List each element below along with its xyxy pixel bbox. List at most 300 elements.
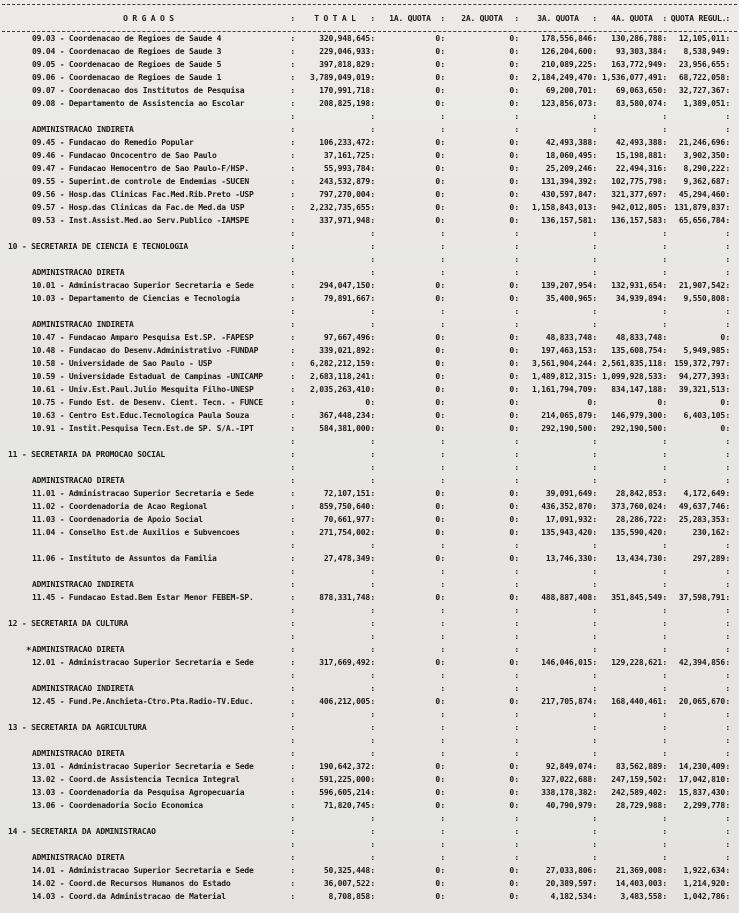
cell-total: 97,667,496 :: [295, 331, 375, 344]
cell-orgao: 13.03 - Coordenadoria da Pesquisa Agropecuaria :: [2, 786, 295, 799]
cell-1a-quota: 0 :: [375, 136, 445, 149]
table-row: [2, 318, 737, 331]
cell-1a-quota: [375, 474, 445, 487]
cell-quota-regul: [667, 305, 730, 318]
cell-2a-quota: [445, 565, 519, 578]
cell-3a-quota: 17,091,932 :: [519, 513, 597, 526]
cell-4a-quota: [597, 747, 667, 760]
table-row: [2, 682, 737, 695]
cell-quota-regul: 0 :: [667, 396, 730, 409]
cell-orgao: ADMINISTRACAO DIRETA :: [2, 747, 295, 760]
cell-3a-quota: [519, 318, 597, 331]
table-row: [2, 695, 737, 708]
cell-orgao: [2, 227, 295, 240]
cell-orgao: 13 - SECRETARIA DA AGRICULTURA :: [2, 721, 295, 734]
table-row: [2, 58, 737, 71]
cell-quota-regul: 68,722,058 :: [667, 71, 730, 84]
cell-orgao: ADMINISTRACAO INDIRETA :: [2, 123, 295, 136]
cell-1a-quota: 0 :: [375, 500, 445, 513]
cell-4a-quota: 28,842,853 :: [597, 487, 667, 500]
cell-total: 27,478,349 :: [295, 552, 375, 565]
cell-2a-quota: 0 :: [445, 383, 519, 396]
cell-4a-quota: 135,590,420 :: [597, 526, 667, 539]
cell-total: 3,789,049,019 :: [295, 71, 375, 84]
table-row: [2, 396, 737, 409]
table-row: [2, 487, 737, 500]
cell-orgao: 09.53 - Inst.Assist.Med.ao Serv.Publico -IAMSPE :: [2, 214, 295, 227]
cell-1a-quota: 0 :: [375, 513, 445, 526]
table-row: [2, 734, 737, 747]
cell-2a-quota: 0 :: [445, 162, 519, 175]
cell-orgao: [2, 604, 295, 617]
cell-quota-regul: 8,538,949 :: [667, 45, 730, 58]
cell-4a-quota: [597, 435, 667, 448]
cell-3a-quota: 131,394,392 :: [519, 175, 597, 188]
cell-orgao: ADMINISTRACAO INDIRETA :: [2, 578, 295, 591]
cell-orgao: 10.63 - Centro Est.Educ.Tecnologica Paula Souza :: [2, 409, 295, 422]
cell-total: 406,212,005 :: [295, 695, 375, 708]
cell-1a-quota: [375, 812, 445, 825]
cell-orgao: 11.04 - Conselho Est.de Auxilios e Subvencoes :: [2, 526, 295, 539]
cell-4a-quota: 2,561,835,118 :: [597, 357, 667, 370]
table-row: [2, 591, 737, 604]
cell-3a-quota: 1,158,843,013 :: [519, 201, 597, 214]
cell-total: 79,891,667 :: [295, 292, 375, 305]
cell-orgao: 09.05 - Coordenacao de Regioes de Saude 5 :: [2, 58, 295, 71]
cell-quota-regul: [667, 253, 730, 266]
cell-4a-quota: 28,729,988 :: [597, 799, 667, 812]
cell-2a-quota: 0 :: [445, 331, 519, 344]
cell-4a-quota: [597, 682, 667, 695]
cell-total: 0 :: [295, 396, 375, 409]
cell-3a-quota: [519, 721, 597, 734]
cell-1a-quota: 0 :: [375, 396, 445, 409]
cell-1a-quota: 0 :: [375, 370, 445, 383]
cell-1a-quota: 0 :: [375, 279, 445, 292]
cell-3a-quota: [519, 578, 597, 591]
cell-2a-quota: 0 :: [445, 409, 519, 422]
cell-total: [295, 630, 375, 643]
cell-1a-quota: [375, 851, 445, 864]
cell-total: [295, 851, 375, 864]
cell-4a-quota: 102,775,798 :: [597, 175, 667, 188]
cell-4a-quota: [597, 604, 667, 617]
cell-2a-quota: [445, 630, 519, 643]
cell-total: 243,532,879 :: [295, 175, 375, 188]
cell-orgao: 12.01 - Administracao Superior Secretaria e Sede :: [2, 656, 295, 669]
cell-4a-quota: [597, 643, 667, 656]
cell-4a-quota: 146,979,300 :: [597, 409, 667, 422]
cell-4a-quota: 168,440,461 :: [597, 695, 667, 708]
table-row: [2, 435, 737, 448]
cell-2a-quota: 0 :: [445, 149, 519, 162]
cell-orgao: 10.58 - Universidade de Sao Paulo - USP :: [2, 357, 295, 370]
cell-quota-regul: [667, 266, 730, 279]
cell-orgao: [2, 812, 295, 825]
table-row: [2, 344, 737, 357]
cell-1a-quota: 0 :: [375, 162, 445, 175]
table-row: [2, 370, 737, 383]
cell-2a-quota: 0 :: [445, 877, 519, 890]
cell-2a-quota: [445, 435, 519, 448]
cell-quota-regul: 42,394,856 :: [667, 656, 730, 669]
table-row: [2, 578, 737, 591]
cell-3a-quota: 136,157,581 :: [519, 214, 597, 227]
cell-1a-quota: [375, 734, 445, 747]
cell-4a-quota: 15,198,881 :: [597, 149, 667, 162]
cell-4a-quota: 942,012,805 :: [597, 201, 667, 214]
cell-4a-quota: [597, 630, 667, 643]
table-row: [2, 825, 737, 838]
table-row: [2, 357, 737, 370]
cell-quota-regul: [667, 851, 730, 864]
table-row: [2, 188, 737, 201]
cell-4a-quota: 93,303,384 :: [597, 45, 667, 58]
cell-1a-quota: 0 :: [375, 58, 445, 71]
cell-2a-quota: [445, 721, 519, 734]
cell-3a-quota: [519, 734, 597, 747]
cell-total: [295, 266, 375, 279]
cell-quota-regul: 3,902,350 :: [667, 149, 730, 162]
cell-quota-regul: 21,907,542 :: [667, 279, 730, 292]
cell-3a-quota: 40,790,979 :: [519, 799, 597, 812]
cell-2a-quota: [445, 851, 519, 864]
cell-total: [295, 123, 375, 136]
cell-total: [295, 110, 375, 123]
cell-2a-quota: [445, 448, 519, 461]
cell-quota-regul: [667, 643, 730, 656]
cell-4a-quota: [597, 123, 667, 136]
cell-2a-quota: 0 :: [445, 864, 519, 877]
cell-total: 36,007,522 :: [295, 877, 375, 890]
cell-total: [295, 734, 375, 747]
cell-4a-quota: 373,760,024 :: [597, 500, 667, 513]
cell-1a-quota: 0 :: [375, 552, 445, 565]
cell-4a-quota: [597, 734, 667, 747]
cell-total: 337,971,948 :: [295, 214, 375, 227]
cell-quota-regul: 1,214,920 :: [667, 877, 730, 890]
table-row: [2, 149, 737, 162]
table-row: [2, 721, 737, 734]
cell-total: [295, 435, 375, 448]
cell-quota-regul: [667, 435, 730, 448]
cell-orgao: [2, 838, 295, 851]
cell-orgao: 14.02 - Coord.de Recursos Humanos do Estado :: [2, 877, 295, 890]
cell-quota-regul: [667, 461, 730, 474]
cell-3a-quota: [519, 474, 597, 487]
table-row: [2, 45, 737, 58]
cell-1a-quota: [375, 448, 445, 461]
cell-1a-quota: [375, 669, 445, 682]
cell-quota-regul: 14,230,409 :: [667, 760, 730, 773]
table-row: [2, 851, 737, 864]
cell-total: 50,325,448 :: [295, 864, 375, 877]
cell-1a-quota: 0 :: [375, 97, 445, 110]
cell-orgao: 09.45 - Fundacao do Remedio Popular :: [2, 136, 295, 149]
cell-orgao: 10.91 - Instit.Pesquisa Tecn.Est.de SP. S/A.-IPT :: [2, 422, 295, 435]
cell-orgao: 09.07 - Coordenacao dos Institutos de Pesquisa :: [2, 84, 295, 97]
cell-2a-quota: 0 :: [445, 58, 519, 71]
cell-3a-quota: [519, 604, 597, 617]
cell-quota-regul: 17,042,810 :: [667, 773, 730, 786]
cell-quota-regul: 45,294,460 :: [667, 188, 730, 201]
cell-4a-quota: 1,536,077,491 :: [597, 71, 667, 84]
cell-total: [295, 474, 375, 487]
cell-3a-quota: 292,190,500 :: [519, 422, 597, 435]
cell-orgao: 10.61 - Univ.Est.Paul.Julio Mesquita Filho-UNESP :: [2, 383, 295, 396]
cell-3a-quota: 197,463,153 :: [519, 344, 597, 357]
table-row: [2, 461, 737, 474]
cell-1a-quota: [375, 643, 445, 656]
cell-3a-quota: 139,207,954 :: [519, 279, 597, 292]
cell-4a-quota: [597, 617, 667, 630]
cell-3a-quota: [519, 253, 597, 266]
cell-total: [295, 539, 375, 552]
table-row: [2, 643, 737, 656]
cell-4a-quota: [597, 318, 667, 331]
cell-quota-regul: [667, 539, 730, 552]
cell-orgao: ADMINISTRACAO INDIRETA :: [2, 318, 295, 331]
cell-2a-quota: [445, 266, 519, 279]
cell-4a-quota: [597, 708, 667, 721]
cell-3a-quota: 126,204,600 :: [519, 45, 597, 58]
cell-orgao: 10.75 - Fundo Est. de Desenv. Cient. Tecn. - FUNCE :: [2, 396, 295, 409]
cell-2a-quota: [445, 253, 519, 266]
cell-total: 367,448,234 :: [295, 409, 375, 422]
cell-orgao: 14.01 - Administracao Superior Secretaria e Sede :: [2, 864, 295, 877]
cell-2a-quota: [445, 669, 519, 682]
cell-2a-quota: 0 :: [445, 292, 519, 305]
cell-total: 70,661,977 :: [295, 513, 375, 526]
cell-quota-regul: 25,283,353 :: [667, 513, 730, 526]
cell-2a-quota: 0 :: [445, 591, 519, 604]
cell-4a-quota: 69,063,650 :: [597, 84, 667, 97]
cell-orgao: 10.47 - Fundacao Amparo Pesquisa Est.SP. -FAPESP :: [2, 331, 295, 344]
cell-4a-quota: 83,580,074 :: [597, 97, 667, 110]
cell-orgao: 11.02 - Coordenadoria de Acao Regional :: [2, 500, 295, 513]
cell-orgao: 12.45 - Fund.Pe.Anchieta-Ctro.Pta.Radio-TV.Educ. :: [2, 695, 295, 708]
cell-orgao: 11 - SECRETARIA DA PROMOCAO SOCIAL :: [2, 448, 295, 461]
cell-1a-quota: 0 :: [375, 799, 445, 812]
cell-orgao: [2, 565, 295, 578]
table-row: [2, 773, 737, 786]
cell-total: 596,605,214 :: [295, 786, 375, 799]
cell-3a-quota: [519, 682, 597, 695]
cell-4a-quota: 34,939,894 :: [597, 292, 667, 305]
cell-orgao: 09.56 - Hosp.das Clinicas Fac.Med.Rib.Preto -USP :: [2, 188, 295, 201]
cell-total: 208,825,198 :: [295, 97, 375, 110]
cell-1a-quota: [375, 708, 445, 721]
cell-orgao: [2, 630, 295, 643]
cell-1a-quota: [375, 123, 445, 136]
cell-4a-quota: 83,562,889 :: [597, 760, 667, 773]
cell-4a-quota: 48,833,748 :: [597, 331, 667, 344]
table-row: [2, 240, 737, 253]
cell-2a-quota: 0 :: [445, 695, 519, 708]
table-row: [2, 760, 737, 773]
cell-1a-quota: 0 :: [375, 214, 445, 227]
cell-1a-quota: 0 :: [375, 331, 445, 344]
cell-2a-quota: 0 :: [445, 344, 519, 357]
cell-2a-quota: [445, 643, 519, 656]
cell-quota-regul: 131,879,837 :: [667, 201, 730, 214]
cell-3a-quota: [519, 851, 597, 864]
cell-orgao: [2, 435, 295, 448]
table-row: [2, 227, 737, 240]
cell-4a-quota: [597, 812, 667, 825]
cell-total: 584,381,000 :: [295, 422, 375, 435]
scan-artifact: *: [26, 646, 32, 656]
cell-1a-quota: [375, 682, 445, 695]
cell-2a-quota: [445, 812, 519, 825]
cell-total: 271,754,002 :: [295, 526, 375, 539]
table-row: [2, 877, 737, 890]
column-header-total: T O T A L :: [295, 12, 375, 25]
cell-2a-quota: [445, 825, 519, 838]
cell-2a-quota: [445, 227, 519, 240]
cell-2a-quota: 0 :: [445, 487, 519, 500]
table-row: [2, 812, 737, 825]
table-row: [2, 409, 737, 422]
table-row: [2, 175, 737, 188]
cell-4a-quota: 0 :: [597, 396, 667, 409]
cell-orgao: ADMINISTRACAO DIRETA :: [2, 474, 295, 487]
cell-3a-quota: [519, 669, 597, 682]
cell-quota-regul: [667, 734, 730, 747]
table-row: [2, 305, 737, 318]
cell-1a-quota: [375, 435, 445, 448]
cell-1a-quota: 0 :: [375, 84, 445, 97]
cell-quota-regul: 159,372,797 :: [667, 357, 730, 370]
cell-total: 6,282,212,159 :: [295, 357, 375, 370]
cell-quota-regul: 32,727,367 :: [667, 84, 730, 97]
cell-2a-quota: 0 :: [445, 188, 519, 201]
cell-4a-quota: 1,099,928,533 :: [597, 370, 667, 383]
cell-2a-quota: 0 :: [445, 513, 519, 526]
cell-quota-regul: [667, 578, 730, 591]
cell-quota-regul: 230,162 :: [667, 526, 730, 539]
cell-4a-quota: [597, 110, 667, 123]
cell-total: [295, 253, 375, 266]
cell-total: [295, 721, 375, 734]
cell-quota-regul: 5,949,985 :: [667, 344, 730, 357]
cell-2a-quota: 0 :: [445, 136, 519, 149]
table-row: [2, 448, 737, 461]
cell-quota-regul: 37,598,791 :: [667, 591, 730, 604]
cell-quota-regul: [667, 604, 730, 617]
table-row: [2, 500, 737, 513]
cell-orgao: 13.06 - Coordenadoria Socio Economica :: [2, 799, 295, 812]
cell-total: [295, 682, 375, 695]
cell-2a-quota: 0 :: [445, 32, 519, 45]
cell-quota-regul: 49,637,746 :: [667, 500, 730, 513]
cell-3a-quota: [519, 539, 597, 552]
table-row: [2, 565, 737, 578]
table-row: [2, 331, 737, 344]
cell-orgao: [2, 110, 295, 123]
cell-total: [295, 461, 375, 474]
cell-4a-quota: [597, 539, 667, 552]
cell-total: 859,750,640 :: [295, 500, 375, 513]
cell-total: [295, 617, 375, 630]
cell-quota-regul: 1,922,634 :: [667, 864, 730, 877]
cell-3a-quota: 25,209,246 :: [519, 162, 597, 175]
table-row: [2, 110, 737, 123]
cell-1a-quota: [375, 227, 445, 240]
cell-3a-quota: 18,060,495 :: [519, 149, 597, 162]
cell-1a-quota: 0 :: [375, 357, 445, 370]
cell-1a-quota: [375, 838, 445, 851]
table-row: [2, 279, 737, 292]
cell-4a-quota: 129,228,621 :: [597, 656, 667, 669]
cell-total: 339,021,892 :: [295, 344, 375, 357]
table-row: [2, 123, 737, 136]
cell-3a-quota: [519, 305, 597, 318]
cell-4a-quota: 163,772,949 :: [597, 58, 667, 71]
cell-orgao: 11.45 - Fundacao Estad.Bem Estar Menor FEBEM-SP. :: [2, 591, 295, 604]
table-row: [2, 656, 737, 669]
cell-quota-regul: 6,403,105 :: [667, 409, 730, 422]
cell-4a-quota: 21,369,008 :: [597, 864, 667, 877]
cell-4a-quota: [597, 851, 667, 864]
cell-3a-quota: [519, 435, 597, 448]
cell-3a-quota: 39,091,649 :: [519, 487, 597, 500]
cell-1a-quota: [375, 539, 445, 552]
cell-1a-quota: [375, 461, 445, 474]
cell-4a-quota: 135,608,754 :: [597, 344, 667, 357]
cell-orgao: [2, 539, 295, 552]
cell-4a-quota: [597, 266, 667, 279]
cell-1a-quota: 0 :: [375, 526, 445, 539]
cell-3a-quota: 178,556,846 :: [519, 32, 597, 45]
cell-1a-quota: 0 :: [375, 175, 445, 188]
cell-4a-quota: 3,483,558 :: [597, 890, 667, 903]
cell-quota-regul: [667, 318, 730, 331]
cell-total: 71,820,745 :: [295, 799, 375, 812]
cell-4a-quota: [597, 305, 667, 318]
cell-1a-quota: [375, 721, 445, 734]
cell-2a-quota: [445, 474, 519, 487]
cell-3a-quota: [519, 227, 597, 240]
cell-total: 55,993,784 :: [295, 162, 375, 175]
cell-4a-quota: 13,434,730 :: [597, 552, 667, 565]
table-row: [2, 292, 737, 305]
cell-2a-quota: 0 :: [445, 214, 519, 227]
column-header-orgaos: O R G A O S :: [2, 12, 295, 25]
cell-3a-quota: 1,161,794,709 :: [519, 383, 597, 396]
table-header: [2, 5, 737, 31]
cell-2a-quota: 0 :: [445, 45, 519, 58]
table-row: [2, 383, 737, 396]
cell-3a-quota: [519, 266, 597, 279]
cell-1a-quota: [375, 630, 445, 643]
table-row: [2, 422, 737, 435]
cell-1a-quota: [375, 240, 445, 253]
cell-3a-quota: 430,597,847 :: [519, 188, 597, 201]
cell-4a-quota: 28,286,722 :: [597, 513, 667, 526]
cell-3a-quota: [519, 110, 597, 123]
cell-3a-quota: 27,033,806 :: [519, 864, 597, 877]
table-row: [2, 513, 737, 526]
cell-1a-quota: 0 :: [375, 45, 445, 58]
cell-quota-regul: 94,277,393 :: [667, 370, 730, 383]
column-header-3a-quota: 3A. QUOTA :: [519, 12, 597, 25]
cell-3a-quota: [519, 461, 597, 474]
cell-orgao: 11.03 - Coordenadoria de Apoio Social :: [2, 513, 295, 526]
cell-orgao: [2, 669, 295, 682]
cell-2a-quota: 0 :: [445, 84, 519, 97]
cell-quota-regul: 65,656,784 :: [667, 214, 730, 227]
